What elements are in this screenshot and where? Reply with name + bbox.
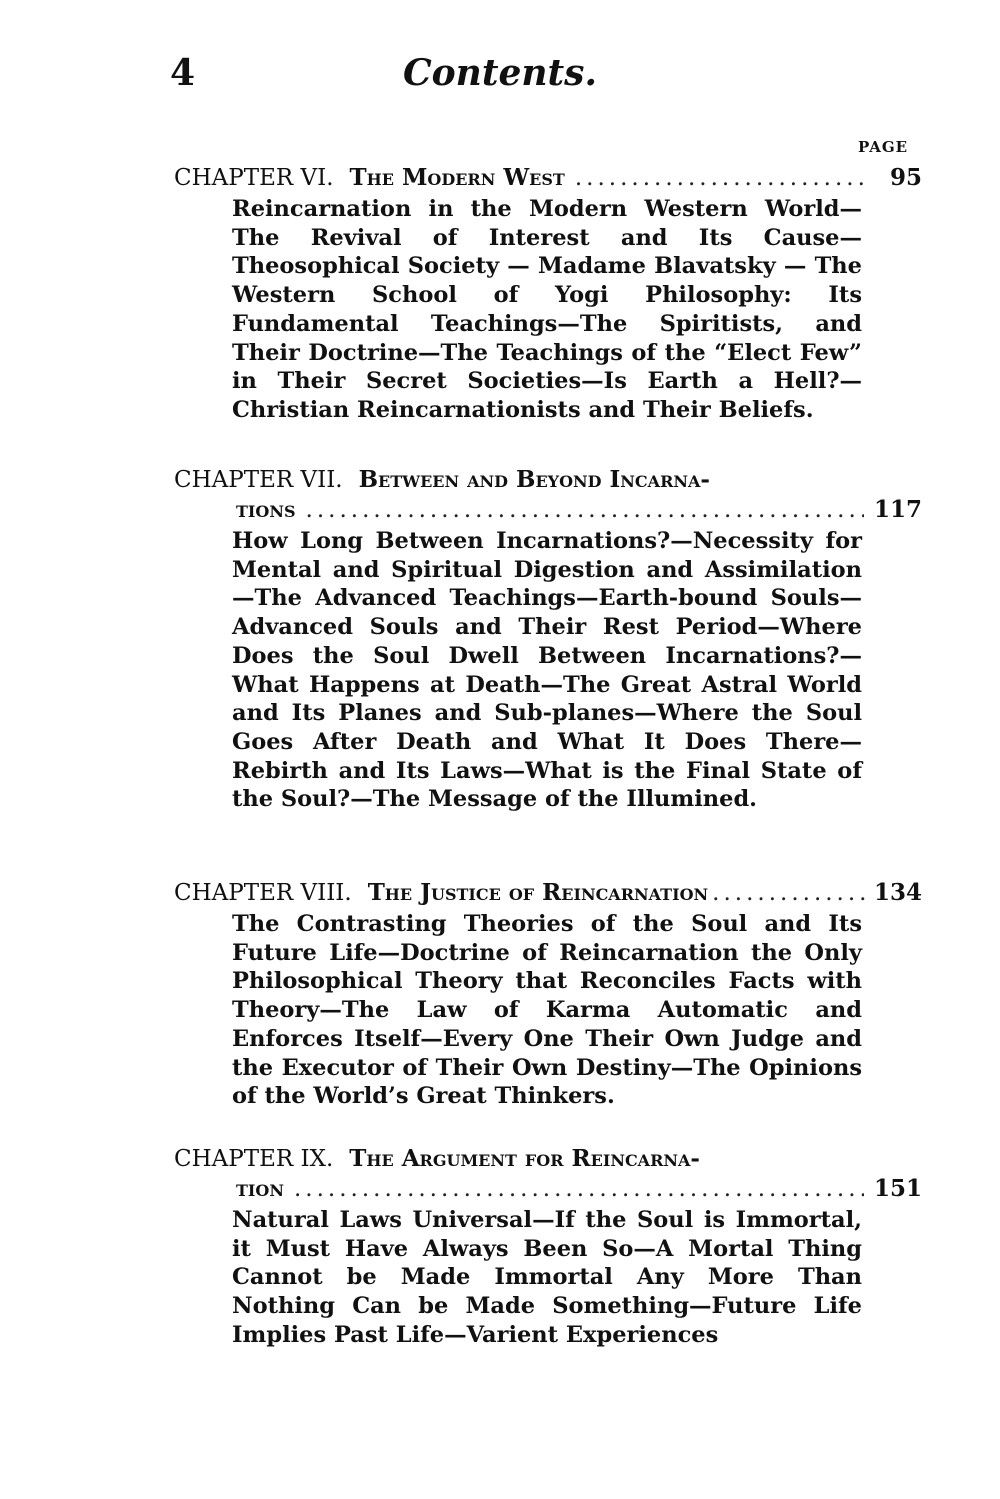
chapter-heading	[174, 878, 922, 908]
chapter-title: The Modern West	[349, 164, 565, 191]
chapter-heading	[174, 465, 922, 525]
chapter-page: 117	[873, 496, 922, 523]
chapter-title-continued: tion	[236, 1175, 284, 1202]
chapter-title: Between and Beyond Incarna-	[358, 466, 710, 493]
chapter-description: The Contrasting Theories of the Soul and Its Future Life—Doctrine of Reincarnation the Only Philosophical Theory that Reconciles Facts with Theory—The Law of Karma Automatic and Enforces Itself—Every One Their Own Judge and the Executor of Their Own Destiny—The Opinions of the World’s Great Thinkers.	[232, 911, 862, 1110]
chapter-number: CHAPTER VI.	[174, 165, 334, 191]
page-number: 4	[170, 52, 196, 94]
chapter-page: 134	[873, 879, 922, 906]
chapter-entry-vi[interactable]	[174, 163, 922, 425]
chapter-entry-viii[interactable]	[174, 878, 922, 1111]
chapter-entry-vii[interactable]	[174, 465, 922, 814]
chapter-number: CHAPTER IX.	[174, 1146, 334, 1172]
page-title: Contents.	[403, 52, 597, 94]
chapter-entry-ix[interactable]	[174, 1144, 922, 1350]
dot-leader	[306, 495, 864, 525]
chapter-heading	[174, 163, 922, 193]
dot-leader	[712, 878, 870, 908]
dot-leader	[575, 163, 868, 193]
chapter-heading	[174, 1144, 922, 1204]
chapter-description: Reincarnation in the Modern Western World—The Revival of Interest and Its Cause—Theosophical Society — Madame Blavatsky — The Western School of Yogi Philosophy: Its Fundamental Teachings—The Spiritists, and Their Doctrine—The Teachings of the “Elect Few” in Their Secret Societies—Is Earth a Hell?—Christian Reincarnationists and Their Beliefs.	[232, 196, 862, 423]
chapter-title: The Justice of Reincarnation	[367, 879, 709, 906]
chapter-number: CHAPTER VIII.	[174, 880, 352, 906]
dot-leader	[294, 1174, 864, 1204]
chapter-page: 151	[873, 1175, 922, 1202]
chapter-description: How Long Between Incarnations?—Necessity for Mental and Spiritual Digestion and Assimilation—The Advanced Teachings—Earth-bound Souls—Advanced Souls and Their Rest Period—Where Does the Soul Dwell Between Incarnations?—What Happens at Death—The Great Astral World and Its Planes and Sub-planes—Where the Soul Goes After Death and What It Does There—Rebirth and Its Laws—What is the Final State of the Soul?—The Message of the Illumined.	[232, 528, 862, 813]
chapter-page: 95	[889, 164, 922, 191]
chapter-description: Natural Laws Universal—If the Soul is Immortal, it Must Have Always Been So—A Mortal Thing Cannot be Made Immortal Any More Than Nothing Can be Made Something—Future Life Implies Past Life—Varient Experiences	[232, 1207, 862, 1348]
chapter-title-continued: tions	[236, 496, 296, 523]
chapter-title: The Argument for Reincarna-	[349, 1145, 700, 1172]
page-column-label: PAGE	[858, 138, 909, 156]
chapter-number: CHAPTER VII.	[174, 467, 343, 493]
